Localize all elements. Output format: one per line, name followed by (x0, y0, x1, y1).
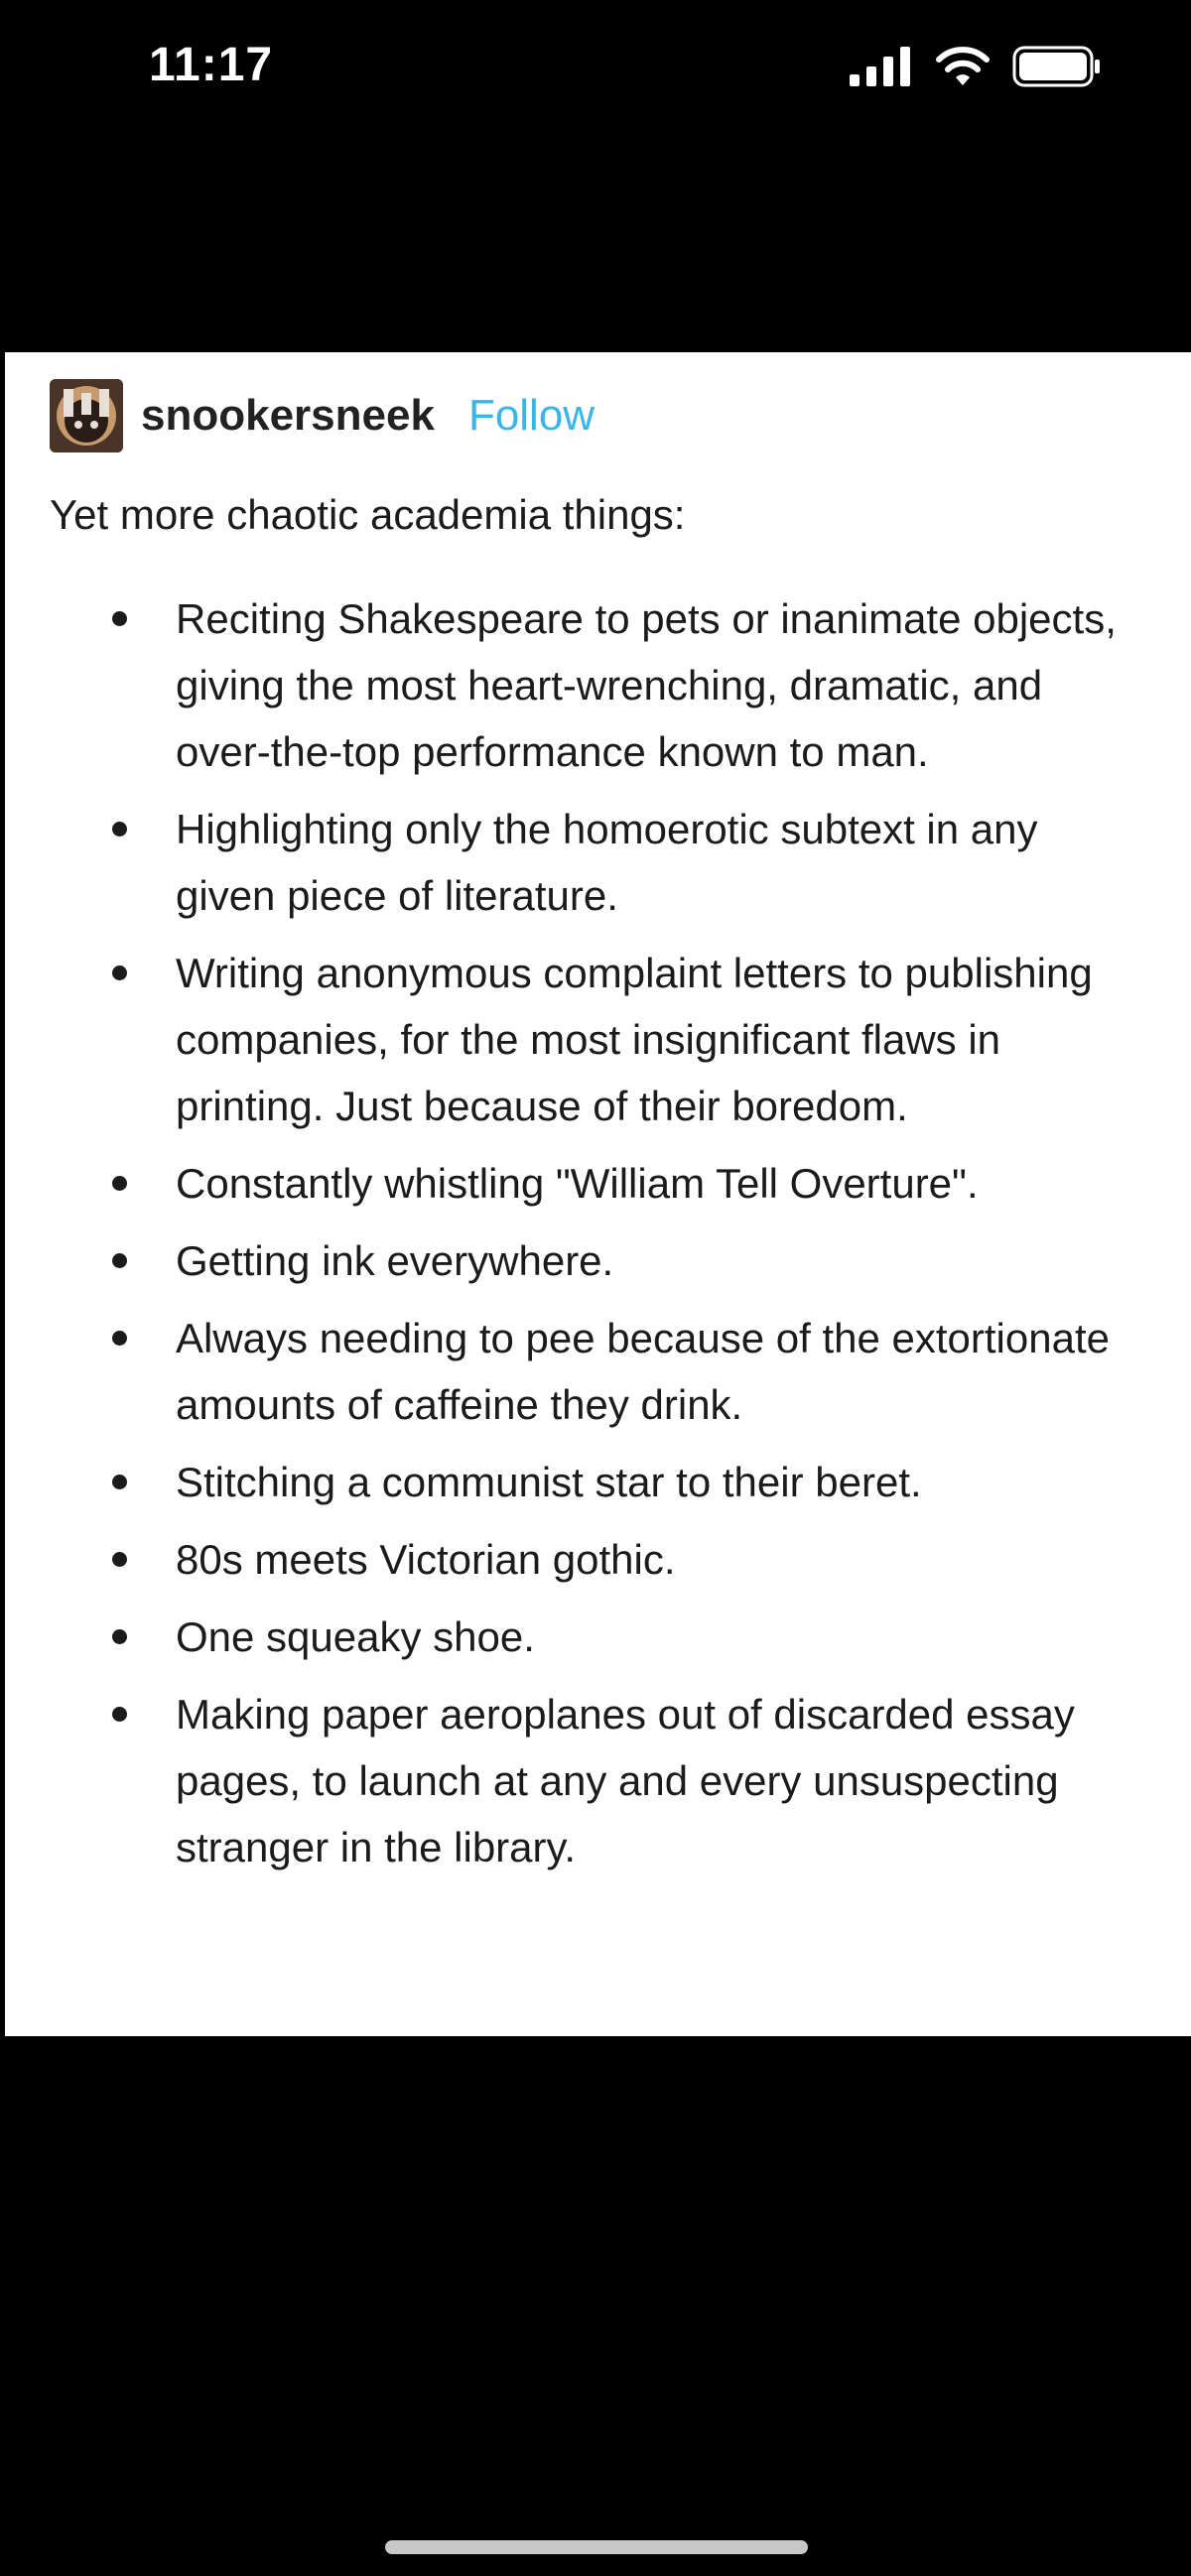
list-item-text: Getting ink everywhere. (176, 1237, 614, 1284)
bullet-icon (112, 966, 127, 980)
list-item-text: Stitching a communist star to their beret. (176, 1459, 922, 1505)
list-item (5, 1604, 1191, 1670)
list-item-text: Writing anonymous complaint letters to publishing companies, for the most insignificant flaws in printing. Just because of their boredom. (176, 950, 1093, 1129)
avatar[interactable] (50, 379, 123, 452)
wifi-icon (935, 46, 991, 87)
list-item-text: Making paper aeroplanes out of discarded essay pages, to launch at any and every unsuspecting stranger in the library. (176, 1691, 1075, 1870)
bullet-icon (112, 1552, 127, 1567)
signal-icon (850, 47, 913, 86)
home-indicator[interactable] (385, 2540, 808, 2554)
list-item (5, 1526, 1191, 1593)
status-time: 11:17 (149, 39, 274, 91)
avatar-image (50, 379, 123, 452)
bullet-icon (112, 822, 127, 837)
list-item-text: Highlighting only the homoerotic subtext in any given piece of literature. (176, 806, 1038, 919)
status-icons (850, 46, 1102, 87)
list-item (5, 1227, 1191, 1294)
bullet-icon (112, 1331, 127, 1346)
list-item (5, 585, 1191, 785)
follow-button[interactable]: Follow (467, 391, 596, 440)
bullet-icon (112, 611, 127, 626)
list-item-text: Reciting Shakespeare to pets or inanimate objects, giving the most heart-wrenching, dramatic, and over-the-top performance known to man. (176, 595, 1117, 775)
list-item (5, 796, 1191, 929)
list-item (5, 1449, 1191, 1515)
status-bar (0, 0, 1191, 139)
post-list (5, 585, 1191, 1891)
bullet-icon (112, 1629, 127, 1644)
list-item (5, 940, 1191, 1139)
bullet-icon (112, 1253, 127, 1268)
post-header (50, 379, 595, 452)
list-item (5, 1150, 1191, 1217)
list-item (5, 1681, 1191, 1880)
list-item (5, 1305, 1191, 1438)
bullet-icon (112, 1176, 127, 1191)
username[interactable]: snookersneek (141, 391, 435, 440)
list-item-text: 80s meets Victorian gothic. (176, 1536, 676, 1583)
list-item-text: Always needing to pee because of the extortionate amounts of caffeine they drink. (176, 1315, 1110, 1428)
bullet-icon (112, 1707, 127, 1722)
list-item-text: One squeaky shoe. (176, 1613, 535, 1660)
list-item-text: Constantly whistling "William Tell Overture". (176, 1160, 979, 1207)
post-card (5, 352, 1191, 2036)
bullet-icon (112, 1475, 127, 1489)
battery-icon (1012, 46, 1102, 87)
post-intro: Yet more chaotic academia things: (50, 491, 686, 538)
